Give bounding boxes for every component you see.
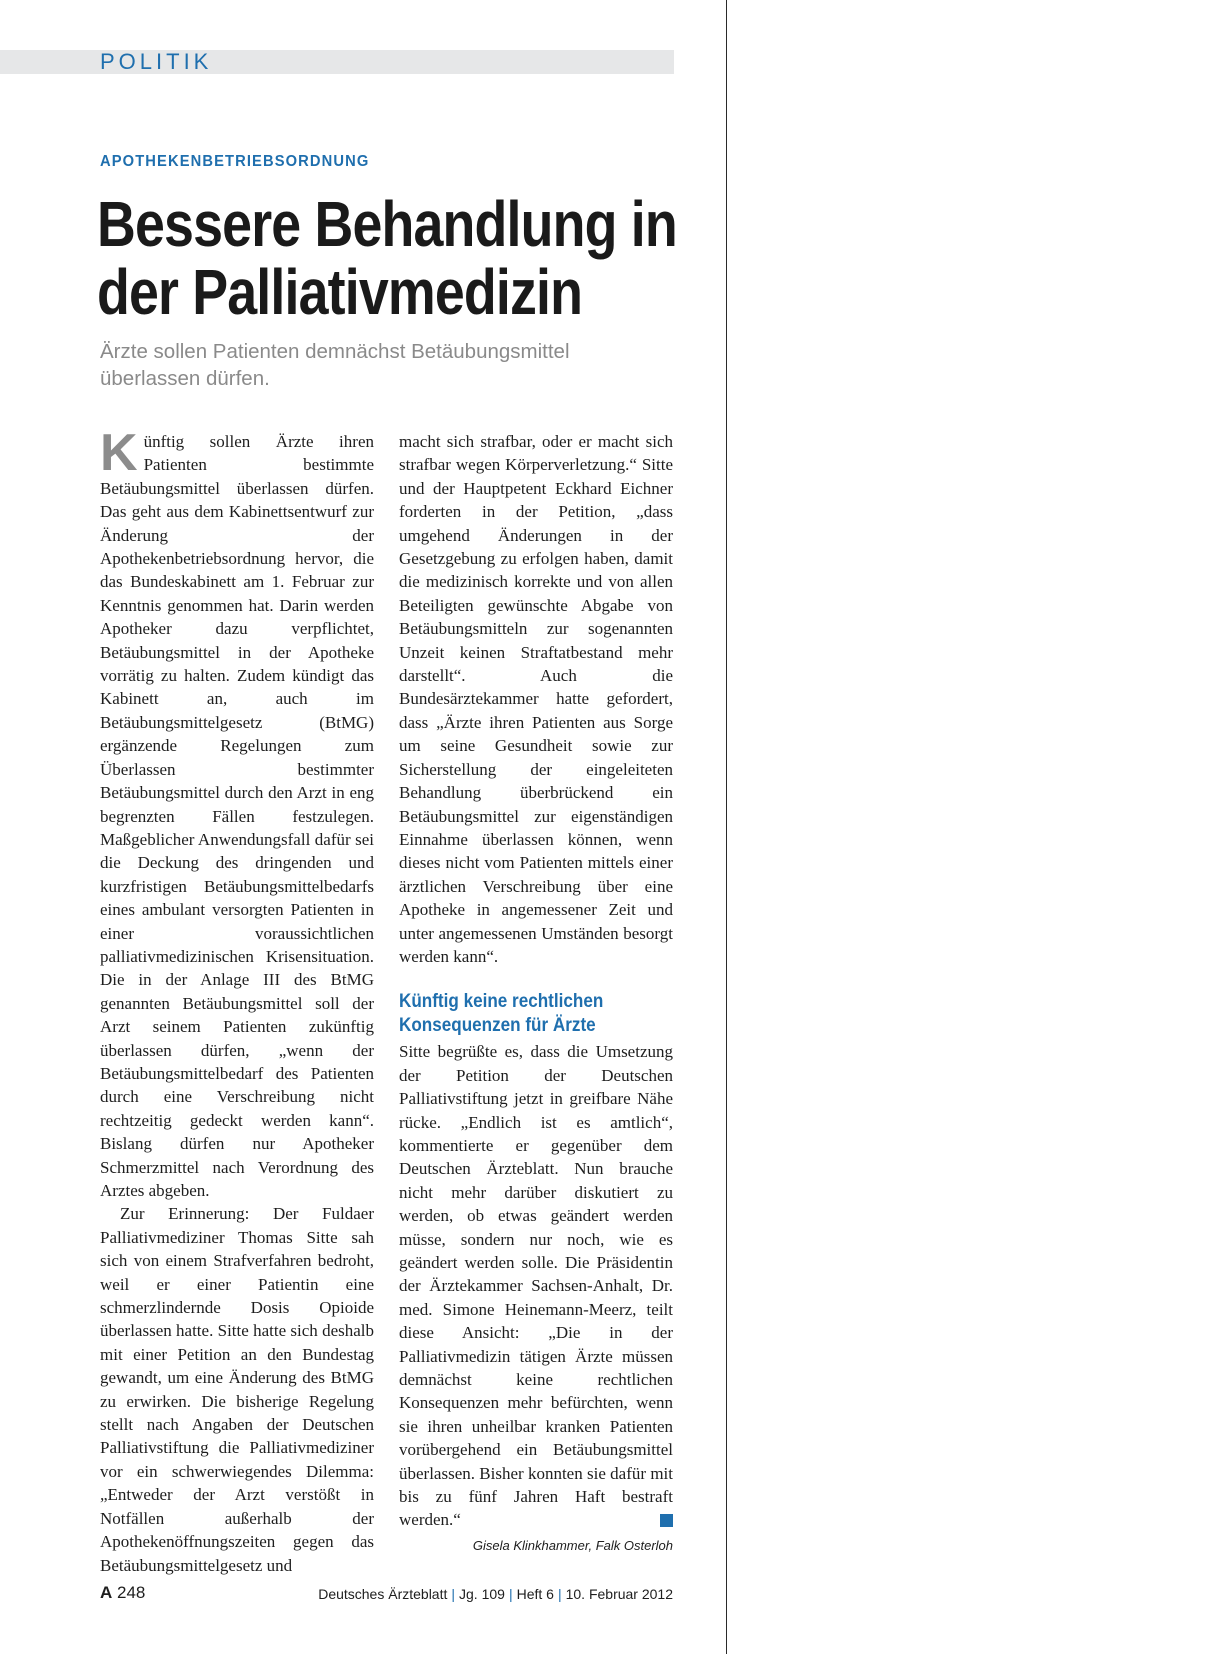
paragraph-1 — [100, 424, 374, 1202]
footer-separator: | — [451, 1586, 456, 1602]
journal-volume: Jg. 109 — [459, 1586, 505, 1602]
page-number — [100, 1582, 145, 1604]
body-column-2 — [399, 430, 673, 1556]
page-prefix: A — [100, 1583, 113, 1602]
journal-issue: Heft 6 — [516, 1586, 554, 1602]
headline-line-1: Bessere Behandlung in — [97, 188, 677, 260]
paragraph-4 — [399, 1040, 673, 1532]
paragraph-2: Zur Erinnerung: Der Fuldaer Palliativmediziner Thomas Sitte sah sich von einem Strafverfahren bedroht, weil er einer Patientin eine schmerzlindernde Dosis Opioide überlassen hatte. Sitte hatte sich deshalb mit einer Petition an den Bundestag gewandt, um eine Änderung des BtMG zu erwirken. Die bisherige Regelung stellt nach Angaben der Deutschen Palliativstiftung die Palliativmediziner vor ein schwerwiegendes Dilemma: „Entweder der Arzt verstößt in Notfällen außerhalb der Apothekenöffnungszeiten gegen das Betäubungsmittelgesetz und — [100, 1204, 374, 1575]
subheading-line-1: Künftig keine rechtlichen — [399, 991, 604, 1013]
footer-separator: | — [508, 1586, 513, 1602]
journal-date: 10. Februar 2012 — [565, 1586, 673, 1602]
headline-line-2: der Palliativmedizin — [97, 256, 583, 328]
journal-name: Deutsches Ärzteblatt — [318, 1586, 448, 1602]
page-divider — [726, 0, 727, 1654]
article-headline — [97, 188, 677, 328]
body-column-1 — [100, 424, 374, 1577]
page-number-value: 248 — [117, 1583, 146, 1602]
drop-cap: K — [100, 424, 138, 482]
section-label: POLITIK — [100, 49, 213, 74]
paragraph-1-text: ünftig sollen Ärzte ihren Patienten bestimmte Betäubungsmittel überlassen dürfen. Das geht aus dem Kabinettsentwurf zur Änderung der Apothekenbetriebsordnung hervor, die das Bundeskabinett am 1. Februar zur Kenntnis genommen hat. Darin werden Apotheker dazu verpflichtet, Betäubungsmittel in der Apotheke vorrätig zu halten. Zudem kündigt das Kabinett an, auch im Betäubungsmittelgesetz (BtMG) ergänzende Regelungen zum Überlassen bestimmter Betäubungsmittel durch den Arzt in eng begrenzten Fällen festzulegen. Maßgeblicher Anwendungsfall dafür sei die Deckung des dringenden und kurzfristigen Betäubungsmittelbedarfs eines ambulant versorgten Patienten in einer voraussichtlichen palliativmedizinischen Krisensituation. Die in der Anlage III des BtMG genannten Betäubungsmittel soll der Arzt seinem Patienten zukünftig überlassen dürfen, „wenn der Betäubungsmittelbedarf des Patienten durch eine Verschreibung nicht rechtzeitig gedeckt werden kann“. Bislang dürfen nur Apotheker Schmerzmittel nach Verordnung des Arztes abgeben. — [100, 432, 374, 1200]
journal-footer — [318, 1584, 673, 1604]
section-subheading — [399, 990, 669, 1038]
end-of-article-square-icon — [660, 1514, 673, 1527]
footer-separator: | — [557, 1586, 562, 1602]
subheading-line-2: Konsequenzen für Ärzte — [399, 1015, 596, 1037]
paragraph-4-text: Sitte begrüßte es, dass die Umsetzung der Petition der Deutschen Palliativstiftung jetzt in greifbare Nähe rücke. „Endlich ist es amtlich“, kommentierte er gegenüber dem Deutschen Ärzteblatt. Nun brauche nicht mehr darüber diskutiert zu werden, ob etwas geändert werden müsse, sondern nur noch, wie es geändert werden solle. Die Präsidentin der Ärztekammer Sachsen-Anhalt, Dr. med. Simone Heinemann-Meerz, teilt diese Ansicht: „Die in der Palliativmedizin tätigen Ärzte müssen demnächst keine rechtlichen Konsequenzen mehr befürchten, wenn sie ihren unheilbar kranken Patienten vorübergehend ein Betäubungsmittel überlassen. Bisher konnten sie dafür mit bis zu fünf Jahren Haft bestraft werden.“ — [399, 1042, 673, 1530]
paragraph-3: macht sich strafbar, oder er macht sich strafbar wegen Körperverletzung.“ Sitte und der Hauptpetent Eckhard Eichner forderten in der Petition, „dass umgehend Änderungen in der Gesetzgebung zu erfolgen haben, damit die medizinisch korrekte und von allen Beteiligten gewünschte Abgabe von Betäubungsmitteln zur sogenannten Unzeit keinen Straftatbestand mehr darstellt“. Auch die Bundesärztekammer hatte gefordert, dass „Ärzte ihren Patienten aus Sorge um seine Gesundheit sowie zur Sicherstellung der eingeleiteten Behandlung überbrückend ein Betäubungsmittel zur eigenständigen Einnahme überlassen können, wenn dieses nicht vom Patienten mittels einer ärztlichen Verschreibung über eine Apotheke in angemessener Zeit und unter angemessenen Umständen besorgt werden kann“. — [399, 432, 673, 966]
article-subheadline: Ärzte sollen Patienten demnächst Betäubungsmittel überlassen dürfen. — [100, 340, 570, 390]
article-kicker: APOTHEKENBETRIEBSORDNUNG — [100, 153, 370, 170]
author-byline: Gisela Klinkhammer, Falk Osterloh — [472, 1537, 673, 1553]
